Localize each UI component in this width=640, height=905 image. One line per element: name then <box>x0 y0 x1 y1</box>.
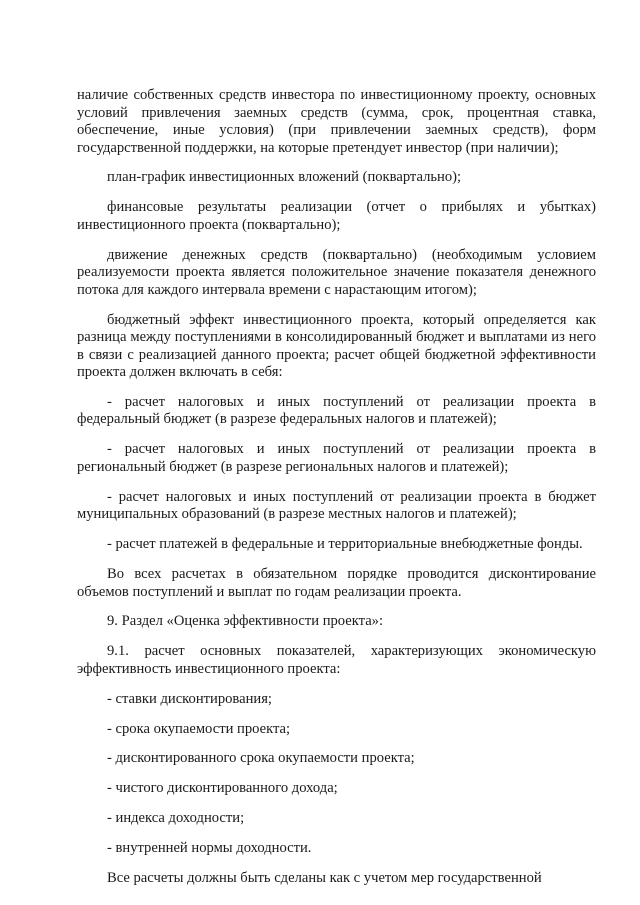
list-item-profitability-index: - индекса доходности; <box>107 810 245 827</box>
paragraph-cash-flow: движение денежных средств (поквартально) (необходимым условием реализуемости проекта является положительное значение показателя денежного потока для каждого интервала времени с нарастающим итогом); <box>77 246 596 298</box>
list-item-npv: - чистого дисконтированного дохода; <box>107 780 338 797</box>
paragraph-investment-schedule: план-график инвестиционных вложений (поквартально); <box>107 169 462 186</box>
list-item-discount-rate: - ставки дисконтирования; <box>107 690 272 707</box>
paragraph-financial-results: финансовые результаты реализации (отчет о прибылях и убытках) инвестиционного проекта (поквартально); <box>77 199 596 233</box>
list-item-irr: - внутренней нормы доходности. <box>107 840 312 857</box>
list-item-municipal-budget: - расчет налоговых и иных поступлений от реализации проекта в бюджет муниципальных образований (в разрезе местных налогов и платежей); <box>77 488 596 523</box>
list-item-discounted-payback: - дисконтированного срока окупаемости проекта; <box>107 750 415 767</box>
paragraph-budget-effect: бюджетный эффект инвестиционного проекта, который определяется как разница между поступлениями в консолидированный бюджет и выплатами из него в связи с реализацией данного проекта; расчет общей бюджетной эффективности проекта должен включать в себя: <box>77 311 596 381</box>
document-page <box>77 87 596 900</box>
paragraph-indicators: 9.1. расчет основных показателей, характеризующих экономическую эффективность инвестиционного проекта: <box>77 643 596 677</box>
paragraph-discounting: Во всех расчетах в обязательном порядке проводится дисконтирование объемов поступлений и выплат по годам реализации проекта. <box>77 566 596 600</box>
section-heading-efficiency: 9. Раздел «Оценка эффективности проекта»: <box>107 613 384 630</box>
list-item-federal-budget: - расчет налоговых и иных поступлений от реализации проекта в федеральный бюджет (в разрезе федеральных налогов и платежей); <box>77 393 596 428</box>
paragraph-calculations: Все расчеты должны быть сделаны как с учетом мер государственной <box>107 870 542 887</box>
paragraph-own-funds: наличие собственных средств инвестора по инвестиционному проекту, основных условий привлечения заемных средств (сумма, срок, процентная ставка, обеспечение, иные условия) (при привлечении заемных средств), форм государственной поддержки, на которые претендует инвестор (при наличии); <box>77 87 596 156</box>
list-item-payback-period: - срока окупаемости проекта; <box>107 720 291 737</box>
list-item-extrabudgetary-funds: - расчет платежей в федеральные и территориальные внебюджетные фонды. <box>107 536 583 553</box>
list-item-regional-budget: - расчет налоговых и иных поступлений от реализации проекта в региональный бюджет (в разрезе региональных налогов и платежей); <box>77 441 596 475</box>
